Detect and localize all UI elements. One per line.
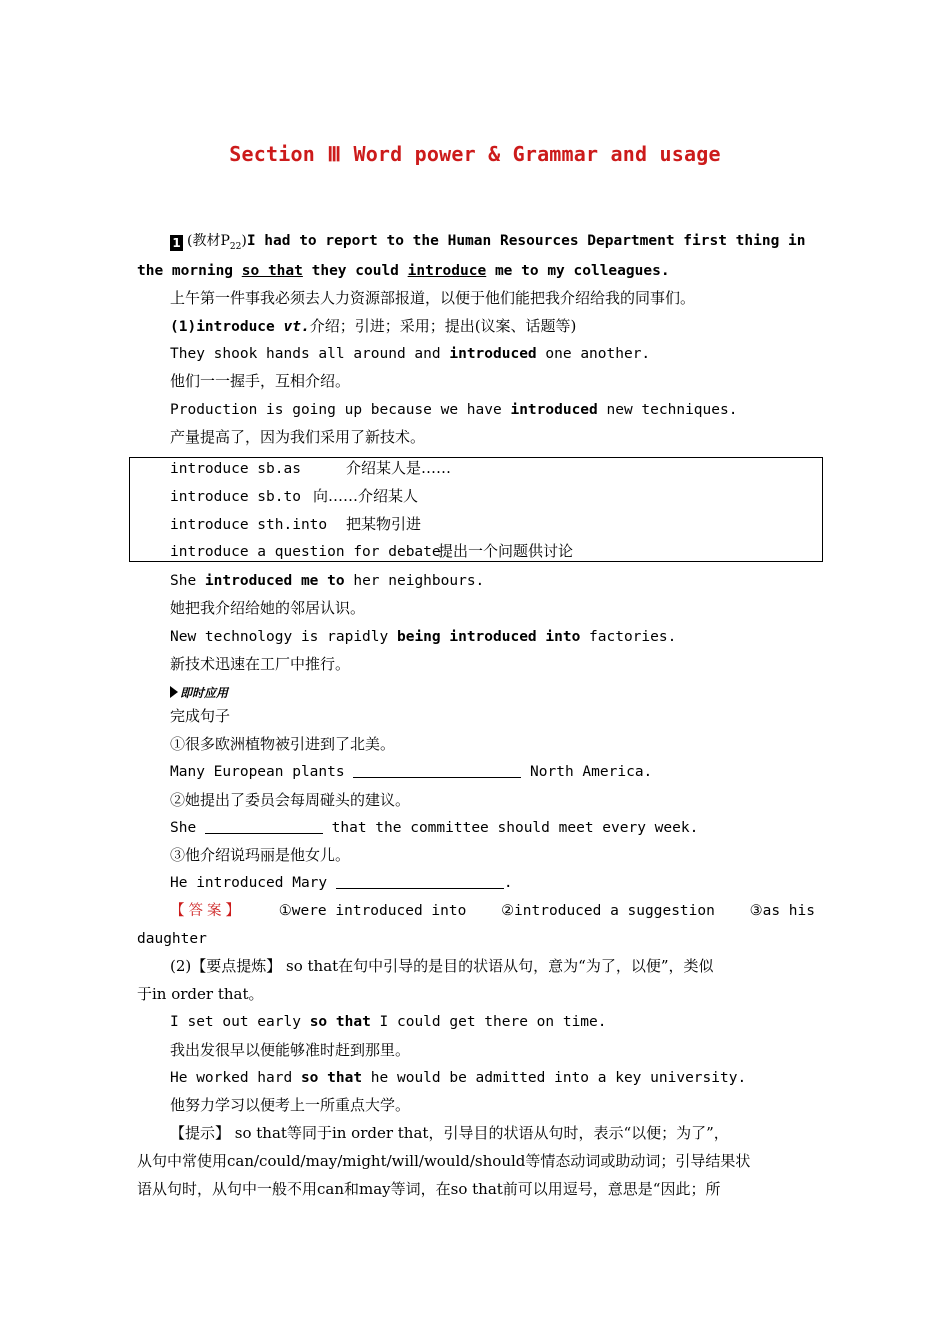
phrase-row: introduce sth.into 把某物引进 — [170, 515, 422, 533]
example3-cn: 她把我介绍给她的邻居认识。 — [170, 599, 366, 617]
question3-cn: ③他介绍说玛丽是他女儿。 — [170, 846, 351, 864]
answer-2: ②introduced a suggestion — [501, 903, 715, 919]
sub2-key-point-cont: 于in order that。 — [137, 985, 264, 1003]
question1-cn: ①很多欧洲植物被引进到了北美。 — [170, 735, 396, 753]
tip-line3: 语从句时，从句中一般不用can和may等词，在so that前可以用逗号，意思是“因此；所 — [137, 1180, 721, 1198]
sub1-example2-cn: 产量提高了，因为我们采用了新技术。 — [170, 428, 426, 446]
answer-line — [170, 901, 815, 921]
example4: New technology is rapidly being introduced into factories. — [170, 629, 677, 645]
example3: She introduced me to her neighbours. — [170, 573, 485, 589]
item-number-badge: 1 — [170, 235, 183, 251]
sub1-example1-cn: 他们一一握手，互相介绍。 — [170, 372, 351, 390]
item1-translation: 上午第一件事我必须去人力资源部报道，以便于他们能把我介绍给我的同事们。 — [170, 289, 696, 307]
item1-sentence-line2: the morning so that they could introduce me to my colleagues. — [137, 263, 670, 279]
question3: He introduced Mary . — [170, 875, 513, 891]
sub1-example1: They shook hands all around and introduced one another. — [170, 346, 651, 362]
sub1-example2: Production is going up because we have introduced new techniques. — [170, 402, 738, 418]
question3-blank[interactable] — [336, 874, 504, 889]
tip-line2: 从句中常使用can/could/may/might/will/would/should等情态动词或助动词；引导结果状 — [137, 1152, 751, 1170]
example4-cn: 新技术迅速在工厂中推行。 — [170, 655, 351, 673]
question2: She that the committee should meet every week. — [170, 820, 699, 836]
tip-line1: 【提示】 so that等同于in order that，引导目的状语从句时，表示“以便；为了”， — [170, 1124, 729, 1142]
phrase-row: introduce sb.to 向……介绍某人 — [170, 487, 419, 505]
sub2-example2: He worked hard so that he would be admitted into a key university. — [170, 1070, 747, 1086]
page-title: Section Ⅲ Word power & Grammar and usage — [229, 142, 721, 166]
item1-sentence-part1: I had to report to the Human Resources Department first thing in — [246, 233, 806, 249]
question2-blank[interactable] — [205, 819, 323, 834]
keyword-so-that: so that — [241, 263, 303, 279]
sub2-example1-cn: 我出发很早以便能够准时赶到那里。 — [170, 1041, 411, 1059]
sub1-definition: (1)introduce vt.介绍；引进；采用；提出(议案、话题等) — [170, 317, 577, 335]
practice-tag: 即时应用 — [170, 682, 228, 703]
answer-label: 【答案】 — [170, 903, 244, 919]
keyword-introduce: introduce — [407, 263, 487, 279]
sub2-example1: I set out early so that I could get there on time. — [170, 1014, 607, 1030]
answer-1: ①were introduced into — [278, 903, 467, 919]
sub2-example2-cn: 他努力学习以便考上一所重点大学。 — [170, 1096, 411, 1114]
sub2-key-point: (2)【要点提炼】 so that在句中引导的是目的状语从句，意为“为了，以便”，类似 — [170, 957, 714, 975]
question2-cn: ②她提出了委员会每周碰头的建议。 — [170, 791, 411, 809]
phrase-row: introduce sb.as 介绍某人是…… — [170, 459, 452, 477]
item1-sentence-line1 — [170, 231, 806, 257]
source-ref: (教材$P_{22}$) — [187, 233, 247, 252]
answer-3-continued: daughter — [137, 931, 207, 947]
question1-blank[interactable] — [353, 763, 521, 778]
arrow-right-icon — [170, 686, 178, 698]
question1: Many European plants North America. — [170, 764, 653, 780]
practice-heading: 完成句子 — [170, 707, 231, 725]
answer-3: ③as his — [749, 903, 815, 919]
phrase-row: introduce a question for debate 提出一个问题供讨论 — [170, 542, 574, 560]
phrase-box — [129, 457, 823, 562]
